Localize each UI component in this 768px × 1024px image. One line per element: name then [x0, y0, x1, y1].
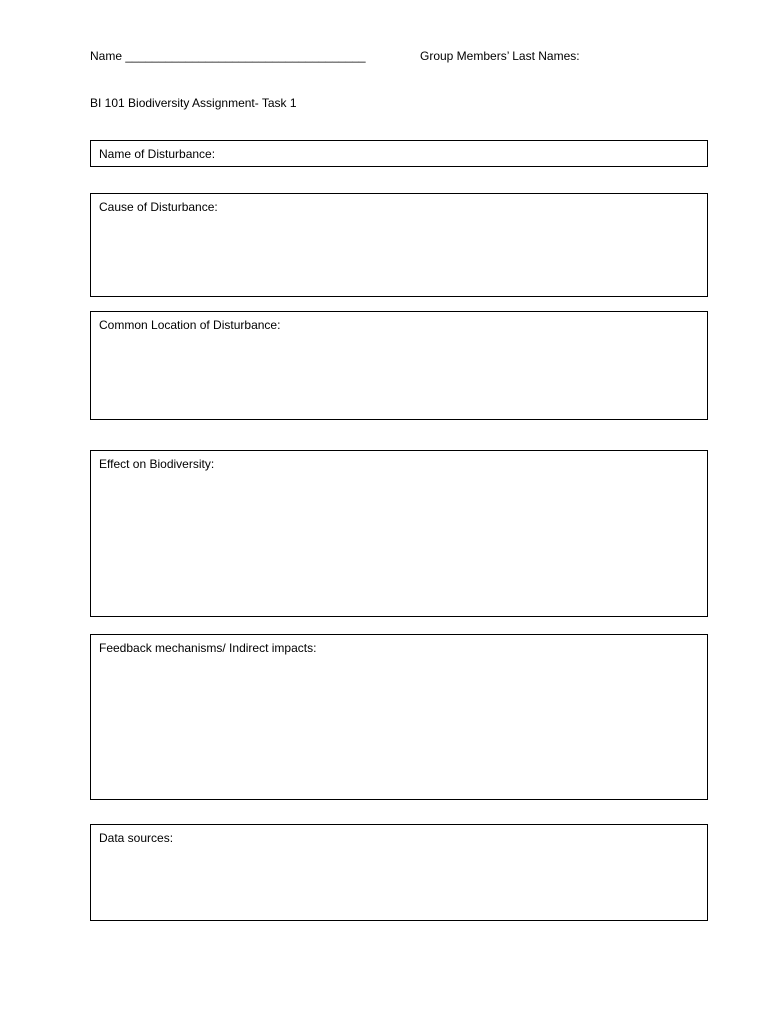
biodiversity-effect-box: [90, 450, 708, 617]
assignment-title: BI 101 Biodiversity Assignment- Task 1: [90, 96, 297, 110]
feedback-mechanisms-box: [90, 634, 708, 800]
group-members-label: Group Members’ Last Names:: [420, 49, 580, 63]
disturbance-cause-label: Cause of Disturbance:: [99, 200, 218, 214]
feedback-mechanisms-label: Feedback mechanisms/ Indirect impacts:: [99, 641, 317, 655]
data-sources-label: Data sources:: [99, 831, 174, 845]
disturbance-cause-box: [90, 193, 708, 297]
disturbance-name-box: [90, 140, 708, 167]
disturbance-location-box: [90, 311, 708, 420]
disturbance-name-label: Name of Disturbance:: [99, 147, 216, 161]
disturbance-location-label: Common Location of Disturbance:: [99, 318, 281, 332]
student-name-line: Name ____________________________________: [90, 49, 366, 63]
data-sources-box: [90, 824, 708, 921]
biodiversity-effect-label: Effect on Biodiversity:: [99, 457, 215, 471]
